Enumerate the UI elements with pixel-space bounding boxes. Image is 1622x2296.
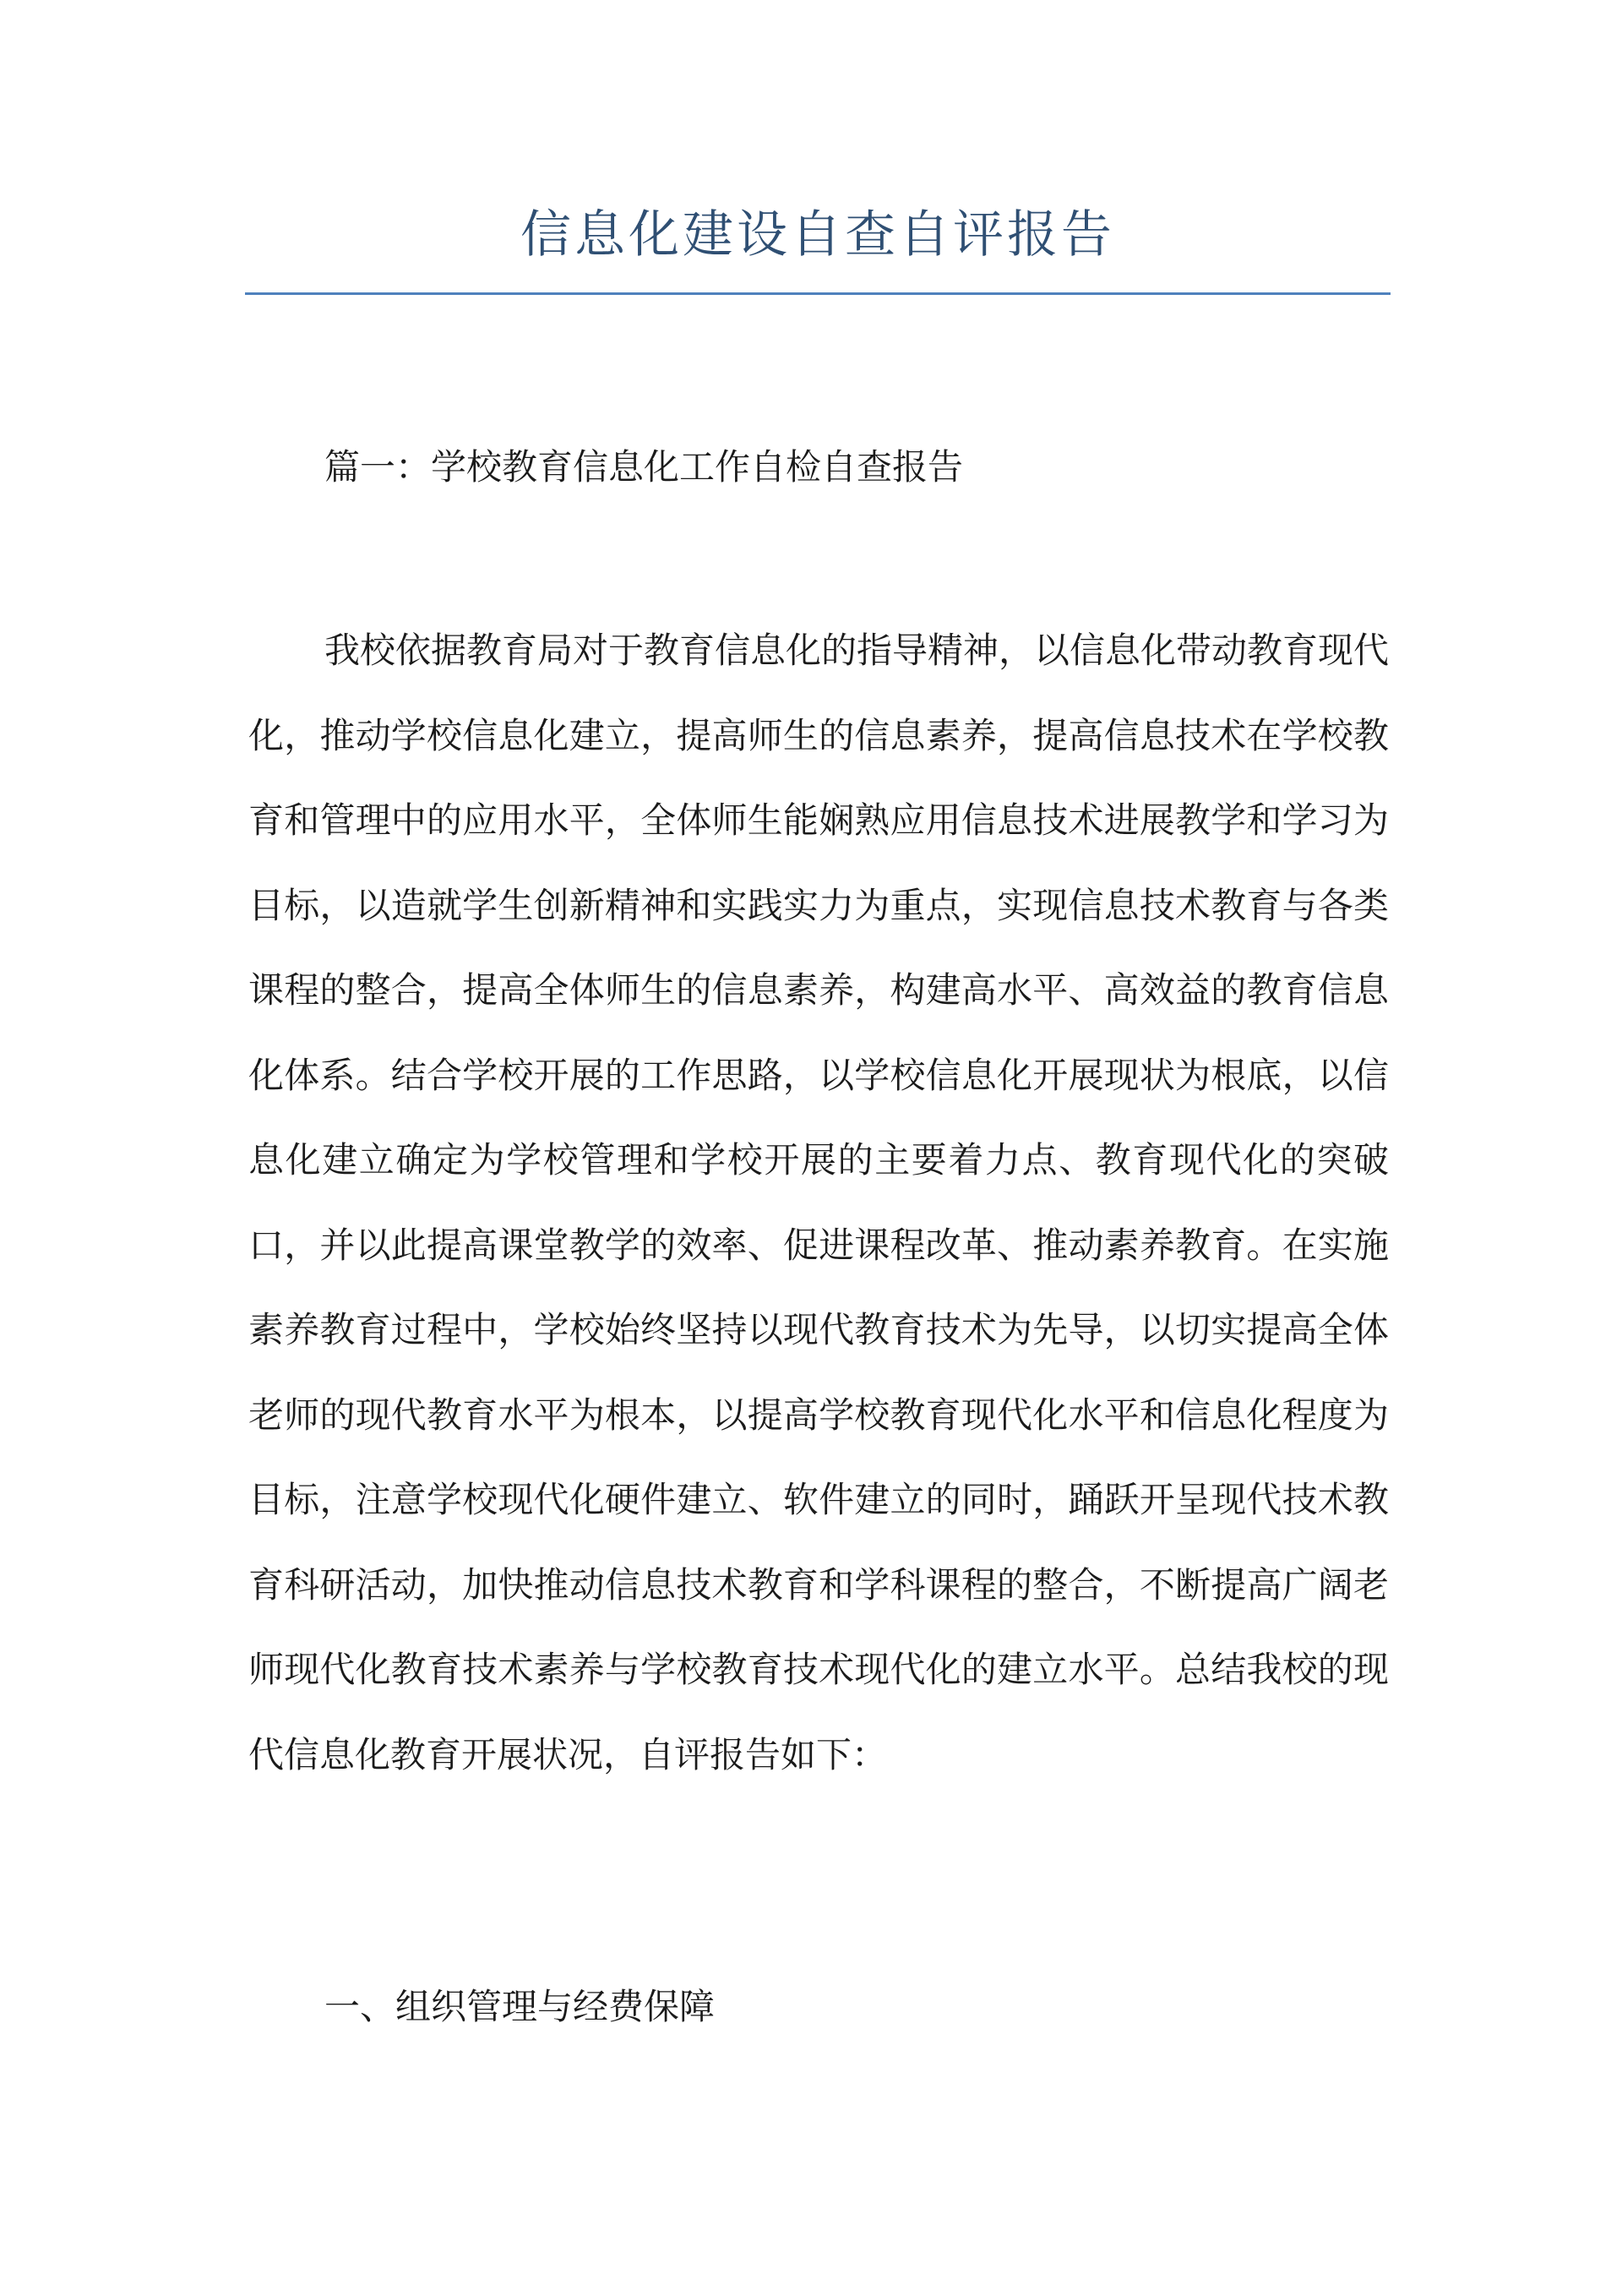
document-title: 信息化建设自查自评报告	[520, 205, 1115, 265]
section-heading-one: 一、组织管理与经费保障	[324, 1986, 716, 2027]
body-paragraph: 我校依据教育局对于教育信息化的指导精神，以信息化带动教育现代化，推动学校信息化建立，提高师生的信息素养，提高信息技术在学校教育和管理中的应用水平，全体师生能娴熟应用信息技术进展教学和学习为目标，以造就学生创新精神和实践实力为重点，实现信息技术教育与各类课程的整合，提高全体师生的信息素养，构建高水平、高效益的教育信息化体系。结合学校开展的工作思路，以学校信息化开展现状为根底，以信息化建立确定为学校管理和学校开展的主要着力点、教育现代化的突破口，并以此提高课堂教学的效率、促进课程改革、推动素养教育。在实施素养教育过程中，学校始终坚持以现代教育技术为先导，以切实提高全体老师的现代教育水平为根本，以提高学校教育现代化水平和信息化程度为目标，注意学校现代化硬件建立、软件建立的同时，踊跃开呈现代技术教育科研活动，加快推动信息技术教育和学科课程的整合，不断提高广阔老师现代化教育技术素养与学校教育技术现代化的建立水平。总结我校的现代信息化教育开展状况，自评报告如下：	[248, 630, 1390, 1775]
title-underline	[245, 292, 1391, 295]
part-heading: 篇一：学校教育信息化工作自检自查报告	[324, 446, 964, 488]
